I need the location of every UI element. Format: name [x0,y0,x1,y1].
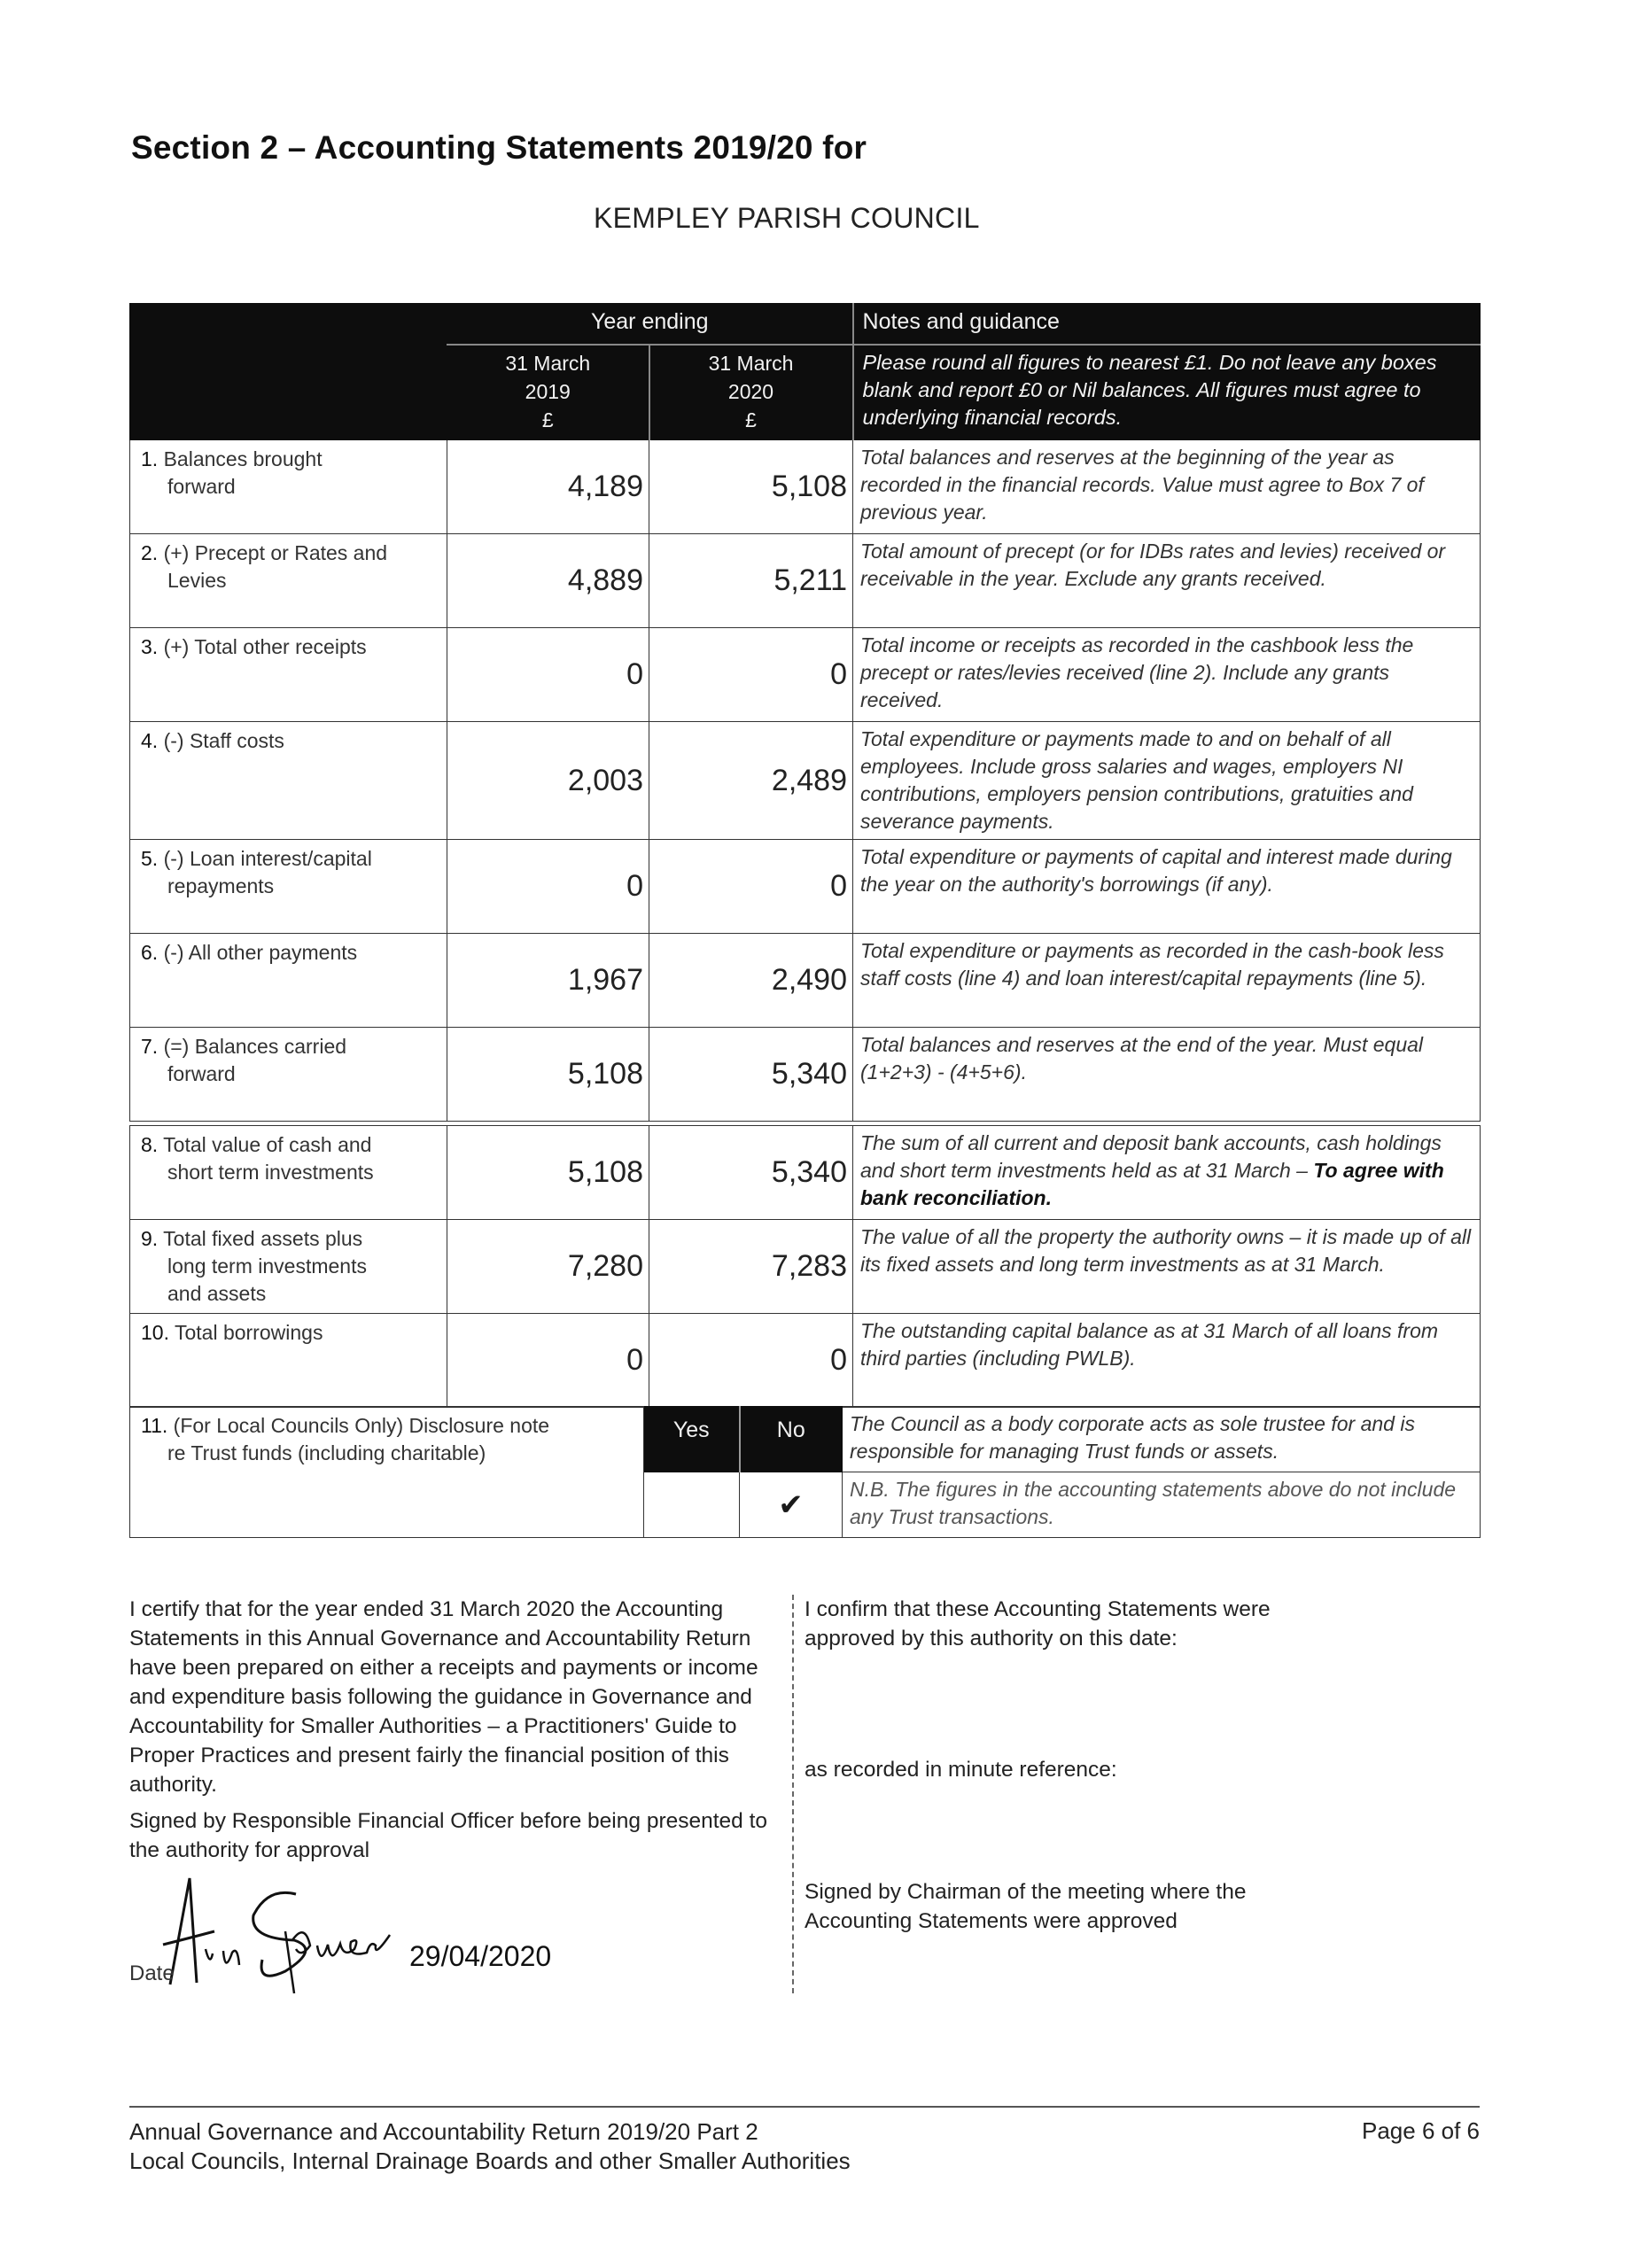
no-header: No [740,1407,843,1472]
value-2020: 2,490 [649,934,853,1028]
yes-header: Yes [644,1407,740,1472]
checkmark-icon: ✔ [778,1487,804,1522]
row-note: Total amount of precept (or for IDBs rates and levies) received or receivable in the year. Exclude any grants received. [853,534,1481,628]
table-row [130,840,1481,934]
table-row [130,1314,1481,1408]
value-2019: 7,280 [447,1220,649,1314]
date-value: 29/04/2020 [409,1940,552,1972]
page-number: Page 6 of 6 [1362,2117,1480,2144]
value-2019: 0 [447,628,649,722]
no-checkbox[interactable] [740,1472,843,1538]
certification-text: I certify that for the year ended 31 March 2020 the Accounting Statements in this Annual Governance and Accountability Return have been prepared on either a receipts and payments or income and expenditure basis following the guidance in Governance and Accountability for Smaller Authorities – a Practitioners' Guide to Proper Practices and present fairly the financial position of this authority. [129,1597,758,1797]
trust-nb-note: N.B. The figures in the accounting statements above do not include any Trust transactions. [843,1472,1481,1538]
date-label: Date [129,1961,175,1985]
row-label: 10. Total borrowings [130,1314,447,1408]
value-2020: 5,340 [649,1126,853,1220]
value-2020: 5,340 [649,1028,853,1122]
row-label: 9. Total fixed assets plus long term investments and assets [130,1220,447,1314]
row-label: 7. (=) Balances carried forward [130,1028,447,1122]
minute-reference-label: as recorded in minute reference: [805,1758,1117,1782]
row-note: The outstanding capital balance as at 31 March of all loans from third parties (including PWLB). [853,1314,1481,1408]
row-note: Total income or receipts as recorded in the cashbook less the precept or rates/levies received (line 2). Include any grants received. [853,628,1481,722]
approval-certification [805,1595,1460,1933]
rfo-signed-by-label: Signed by Responsible Financial Officer before being presented to the authority for approval [129,1809,768,1862]
row-note: Total expenditure or payments of capital and interest made during the year on the authority's borrowings (if any). [853,840,1481,934]
header-blank-cell [130,304,447,440]
row-label: 8. Total value of cash and short term investments [130,1126,447,1220]
table-row [130,934,1481,1028]
yes-checkbox[interactable] [644,1472,740,1538]
table-row [130,1028,1481,1122]
row-note: Total expenditure or payments made to and on behalf of all employees. Include gross salaries and wages, employers NI contributions, employers pension contributions, gratuities and severance payments. [853,722,1481,840]
rfo-certification [129,1595,785,1872]
value-2019: 5,108 [447,1028,649,1122]
value-2019: 1,967 [447,934,649,1028]
year-ending-header: Year ending [447,304,853,345]
table-row [130,440,1481,534]
signature-icon [144,1860,480,2002]
rfo-signature-area [129,1860,626,1993]
chairman-signed-label: Signed by Chairman of the meeting where the Accounting Statements were approved [805,1880,1247,1933]
row-note: The sum of all current and deposit bank accounts, cash holdings and short term investments held as at 31 March – To agree with bank reconciliation. [853,1126,1481,1220]
value-2020: 0 [649,1314,853,1408]
table-header-row [130,304,1481,345]
page-title: Section 2 – Accounting Statements 2019/20 for [131,129,867,166]
value-2020: 5,108 [649,440,853,534]
row-note: Total balances and reserves at the end of the year. Must equal (1+2+3) - (4+5+6). [853,1028,1481,1122]
table-row [130,534,1481,628]
row-label: 6. (-) All other payments [130,934,447,1028]
value-2020: 0 [649,628,853,722]
value-2019: 0 [447,1314,649,1408]
value-2019: 5,108 [447,1126,649,1220]
value-2020: 0 [649,840,853,934]
trust-funds-table [129,1406,1481,1538]
notes-header: Notes and guidance [853,304,1481,345]
guidance-note: Please round all figures to nearest £1. Do not leave any boxes blank and report £0 or Nil balances. All figures must agree to underlying financial records. [853,345,1481,440]
col-2020-header: 31 March 2020 £ [649,345,853,440]
row-label: 3. (+) Total other receipts [130,628,447,722]
row-label: 1. Balances brought forward [130,440,447,534]
row-label: 5. (-) Loan interest/capital repayments [130,840,447,934]
footer-divider [129,2106,1480,2108]
approval-text: I confirm that these Accounting Statements were approved by this authority on this date: [805,1597,1271,1651]
row-label: 4. (-) Staff costs [130,722,447,840]
table-row [130,628,1481,722]
footer-text: Annual Governance and Accountability Return 2019/20 Part 2 Local Councils, Internal Drainage Boards and other Smaller Authorities [129,2118,851,2174]
trust-funds-row [130,1407,1481,1472]
assets-table [129,1125,1481,1408]
value-2019: 2,003 [447,722,649,840]
value-2019: 4,889 [447,534,649,628]
col-2019-header: 31 March 2019 £ [447,345,649,440]
row-note: Total balances and reserves at the beginning of the year as recorded in the financial records. Value must agree to Box 7 of previous year. [853,440,1481,534]
value-2019: 4,189 [447,440,649,534]
table-row [130,722,1481,840]
row-note: Total expenditure or payments as recorded in the cash-book less staff costs (line 4) and loan interest/capital repayments (line 5). [853,934,1481,1028]
value-2020: 5,211 [649,534,853,628]
value-2020: 2,489 [649,722,853,840]
accounting-statements-table [129,303,1481,1122]
table-row [130,1126,1481,1220]
trust-funds-label: 11. (For Local Councils Only) Disclosure note re Trust funds (including charitable) [130,1407,644,1538]
certification-divider [792,1595,794,1993]
row-note: The value of all the property the authority owns – it is made up of all its fixed assets and long term investments as at 31 March. [853,1220,1481,1314]
trust-note: The Council as a body corporate acts as sole trustee for and is responsible for managing Trust funds or assets. [843,1407,1481,1472]
value-2019: 0 [447,840,649,934]
council-name: KEMPLEY PARISH COUNCIL [594,202,980,234]
row-label: 2. (+) Precept or Rates and Levies [130,534,447,628]
value-2020: 7,283 [649,1220,853,1314]
table-row [130,1220,1481,1314]
